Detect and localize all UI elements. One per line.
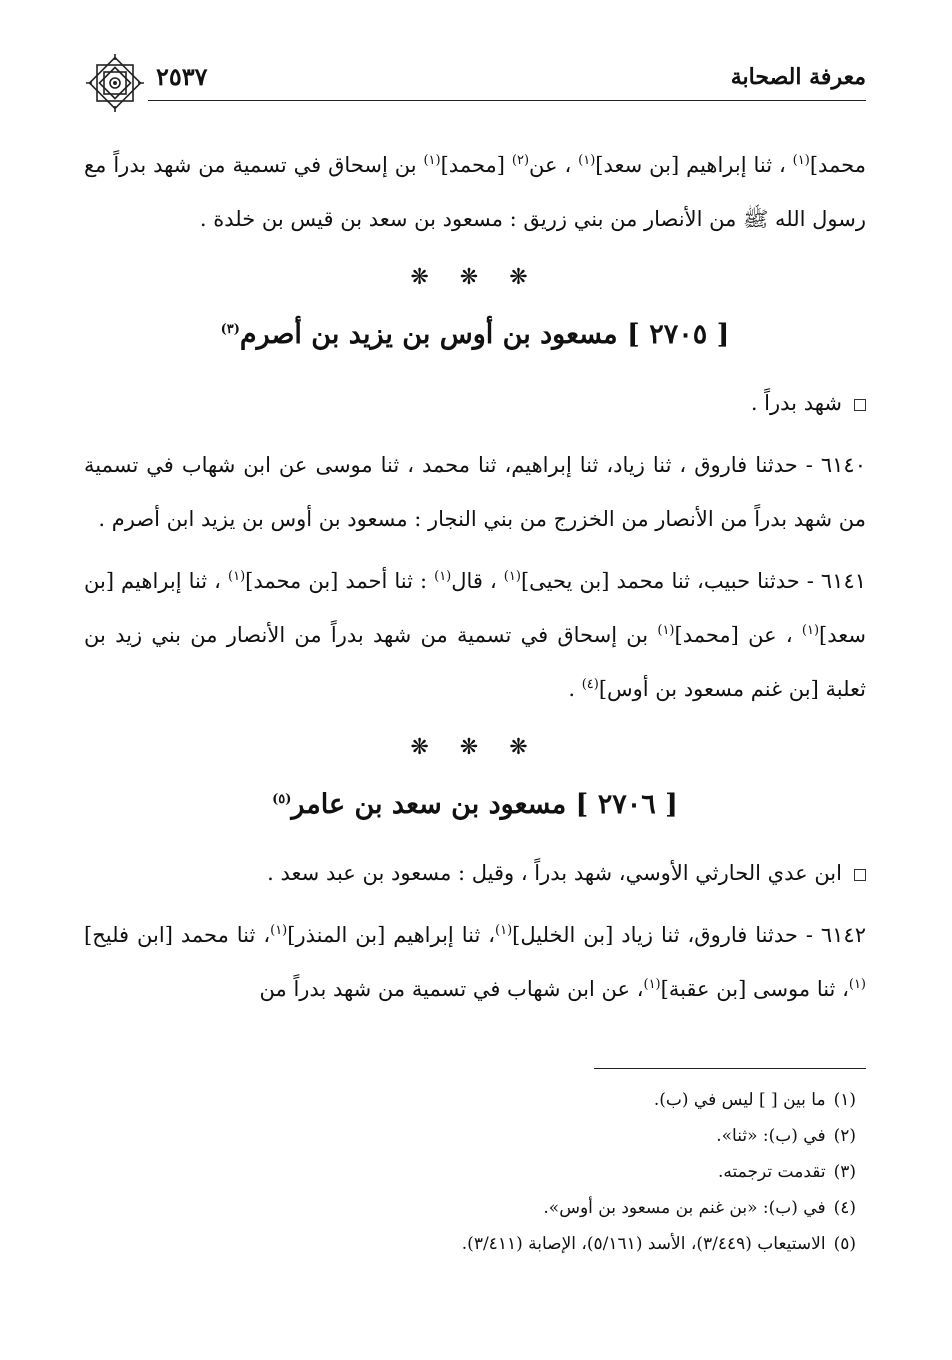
- footnote-text: ما بين [ ] ليس في (ب).: [653, 1090, 826, 1110]
- paragraph-intro-2706: [84, 846, 866, 900]
- footnote-ref: (١): [503, 569, 521, 584]
- text-run: ، قال: [451, 569, 504, 593]
- footnote-rule: [594, 1068, 866, 1069]
- text-run: [محمد]: [440, 153, 512, 177]
- text-run: ٦١٤١ - حدثنا حبيب، ثنا محمد [بن يحيى]: [520, 569, 867, 593]
- text-run: ، عن [محمد]: [674, 623, 802, 647]
- footnote-ref: (٤): [581, 677, 599, 692]
- text-run: محمد]: [809, 153, 866, 177]
- footnote-ref: (٢): [511, 153, 530, 168]
- text-run: شهد بدراً .: [750, 391, 842, 415]
- footnote-text: في (ب): «ثنا».: [716, 1126, 826, 1146]
- footnote-ref: (١): [792, 153, 810, 168]
- footnote-ref: (١): [423, 153, 441, 168]
- footnote-item: [84, 1118, 856, 1154]
- header-rule: [148, 100, 866, 101]
- paragraph-hadith-6141: [84, 554, 866, 716]
- paragraph-hadith-6140: [84, 438, 866, 546]
- paragraph-intro-2705: [84, 376, 866, 430]
- text-run: .: [568, 677, 582, 701]
- footnotes: [84, 1082, 856, 1262]
- text-run: ابن عدي الحارثي الأوسي، شهد بدراً ، وقيل : مسعود بن عبد سعد .: [267, 861, 842, 885]
- text-run: [ ٢٧٠٦ ] مسعود بن سعد بن عامر: [291, 789, 678, 820]
- text-run: ، ثنا موسى [بن عقبة]: [660, 977, 849, 1001]
- square-marker-icon: [854, 399, 866, 411]
- text-run: ، ثنا محمد [ابن فليح]: [84, 923, 271, 947]
- eight-point-star-ornament-icon: [84, 52, 146, 114]
- footnote-ref: (١): [228, 569, 246, 584]
- paragraph-hadith-6142: [84, 908, 866, 1016]
- page-body: [84, 138, 866, 1016]
- footnote-text: الاستيعاب (٣/٤٤٩)، الأسد (٥/١٦١)، الإصابة (٣/٤١١).: [461, 1234, 826, 1254]
- footnote-number: (١): [833, 1090, 856, 1110]
- text-run: بن إسحاق في تسمية من شهد بدراً مع رسول الله ﷺ من الأنصار من بني زريق : مسعود بن سعد بن قيس بن خلدة .: [84, 153, 866, 231]
- footnote-ref: (١): [495, 923, 513, 938]
- footnote-ref: (٣): [220, 322, 240, 337]
- text-run: ، ثنا إبراهيم [بن سعد]: [595, 153, 793, 177]
- section-divider-stars: ❋ ❋ ❋: [410, 265, 540, 290]
- footnote-number: (٢): [833, 1126, 856, 1146]
- footnote-ref: (١): [801, 623, 820, 638]
- text-run: : ثنا أحمد [بن محمد]: [245, 569, 435, 593]
- page-header: [84, 62, 866, 102]
- square-marker-icon: [854, 869, 866, 881]
- paragraph-cont: [84, 138, 866, 246]
- footnote-ref: (١): [434, 569, 452, 584]
- text-run: [ ٢٧٠٥ ] مسعود بن أوس بن يزيد بن أصرم: [239, 319, 730, 350]
- footnote-ref: (١): [643, 977, 661, 992]
- text-run: ٦١٤٠ - حدثنا فاروق ، ثنا زياد، ثنا إبراهيم، ثنا محمد ، ثنا موسى عن ابن شهاب في تسمية من شهد بدراً من الأنصار من الخزرج من بني النجار : مسعود بن أوس بن يزيد ابن أصرم .: [84, 453, 866, 531]
- entry-heading-entry-2706: [84, 778, 866, 832]
- footnote-ref: (١): [657, 623, 675, 638]
- footnote-number: (٥): [833, 1234, 856, 1254]
- footnote-text: في (ب): «بن غنم بن مسعود بن أوس».: [543, 1198, 826, 1218]
- footnote-number: (٣): [833, 1162, 856, 1182]
- footnote-item: [84, 1190, 856, 1226]
- footnote-item: [84, 1082, 856, 1118]
- footnote-ref: (١): [578, 153, 596, 168]
- text-run: ، عن ابن شهاب في تسمية من شهد بدراً من: [259, 977, 644, 1001]
- footnote-number: (٤): [833, 1198, 856, 1218]
- text-run: بن إسحاق في تسمية من شهد بدراً من الأنصار من بني زيد بن ثعلبة [بن غنم مسعود بن أوس]: [84, 623, 866, 701]
- footnote-ref: (٥): [272, 792, 292, 807]
- text-run: ، ثنا إبراهيم [بن سعد]: [84, 569, 866, 647]
- page-number: ٢٥٣٧: [156, 62, 208, 91]
- footnote-text: تقدمت ترجمته.: [718, 1162, 826, 1182]
- footnote-ref: (١): [270, 923, 288, 938]
- footnote-ref: (١): [848, 977, 866, 992]
- text-run: ٦١٤٢ - حدثنا فاروق، ثنا زياد [بن الخليل]: [512, 923, 866, 947]
- section-divider-stars: ❋ ❋ ❋: [410, 735, 540, 760]
- book-title: معرفة الصحابة: [730, 64, 866, 90]
- footnote-item: [84, 1226, 856, 1262]
- text-run: ، عن: [529, 153, 579, 177]
- entry-heading-entry-2705: [84, 308, 866, 362]
- text-run: ، ثنا إبراهيم [بن المنذر]: [287, 923, 496, 947]
- footnote-item: [84, 1154, 856, 1190]
